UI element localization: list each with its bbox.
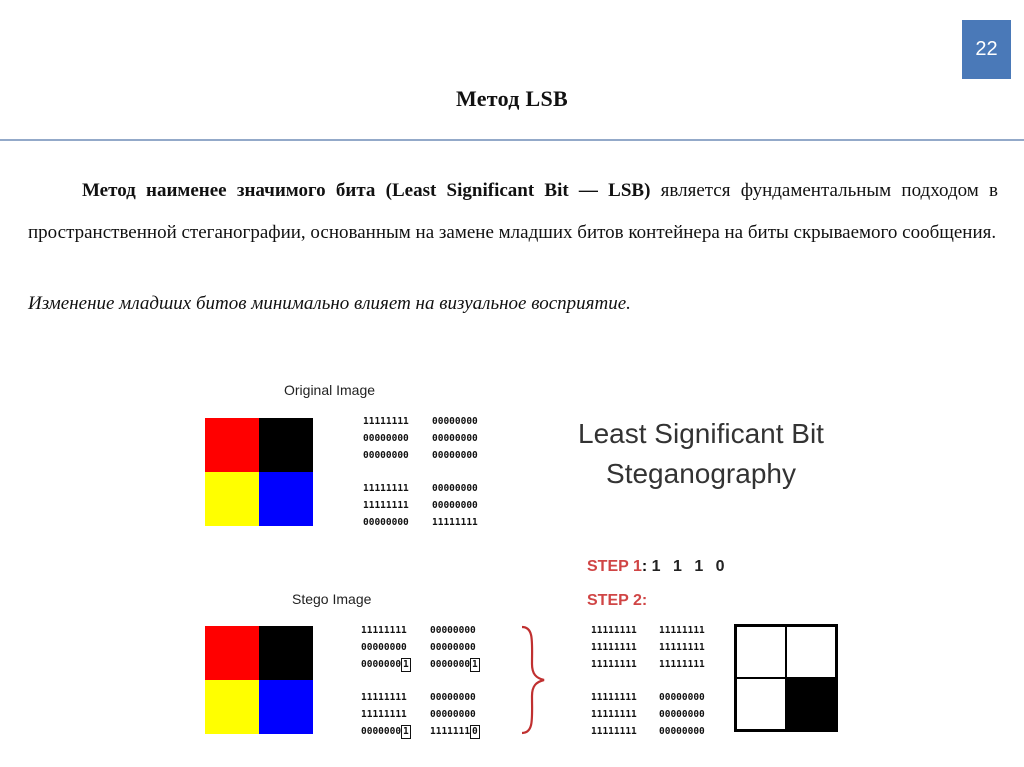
- bit-row: 00000000: [659, 692, 705, 703]
- result-black-pixel: [786, 678, 836, 730]
- bit-row: 00000000: [659, 709, 705, 720]
- bit-row: 00000000: [430, 625, 476, 636]
- bit-row: 11111111: [591, 642, 637, 653]
- changed-bit: 0: [472, 726, 478, 737]
- bit-row: 00000000: [659, 726, 705, 737]
- bit-row: 11111111: [591, 692, 637, 703]
- page-number: 22: [975, 38, 998, 60]
- stego-image-caption: Stego Image: [292, 591, 372, 607]
- bit-row: 11111111: [361, 625, 407, 636]
- original-yellow-pixel: [205, 472, 259, 526]
- bit-row: 00000000: [363, 450, 409, 461]
- stego-yellow-pixel: [205, 680, 259, 734]
- figure-heading-line1: Least Significant Bit: [578, 418, 824, 449]
- bit-row: 11111111: [363, 500, 409, 511]
- original-black-pixel: [259, 418, 313, 472]
- bit-row: 11111111: [363, 416, 409, 427]
- step2: [587, 592, 647, 610]
- bit-row: 11111111: [432, 517, 478, 528]
- bit-row: 11111111: [591, 726, 637, 737]
- body-paragraph: [28, 170, 998, 254]
- result-white-pixel: [736, 678, 786, 730]
- step1-label: STEP 1: [587, 558, 642, 575]
- bit-row: 00000000: [432, 416, 478, 427]
- page-number-badge: [962, 20, 1011, 79]
- original-image-grid: [205, 418, 313, 526]
- bit-row: 11111111: [363, 483, 409, 494]
- bit-row: 00000000: [432, 500, 478, 511]
- step2-bits-col2: [659, 622, 705, 740]
- slide-title: Метод LSB: [455, 86, 569, 111]
- bit-row: 00000000: [361, 642, 407, 653]
- bit-row: 00000000: [430, 709, 476, 720]
- original-blue-pixel: [259, 472, 313, 526]
- bit-row: 11111111: [361, 692, 407, 703]
- figure-heading: [551, 414, 851, 494]
- paragraph-bold-lead: Метод наименее значимого бита (Least Significant Bit — LSB): [82, 180, 651, 201]
- bit-row: 1111111: [430, 726, 471, 737]
- step1-value: 1 1 1 0: [651, 558, 729, 575]
- bit-row: 11111111: [659, 642, 705, 653]
- result-bw-grid: [734, 624, 838, 732]
- changed-bit: 1: [472, 659, 478, 670]
- original-red-pixel: [205, 418, 259, 472]
- bit-row: 11111111: [591, 709, 637, 720]
- stego-bits-col1: [361, 622, 411, 740]
- original-bits-col1: [363, 413, 409, 531]
- step1: STEP 1: 1 1 1 0: [587, 558, 729, 575]
- stego-red-pixel: [205, 626, 259, 680]
- bit-row: 0000000: [430, 659, 471, 670]
- bit-row: 00000000: [363, 517, 409, 528]
- paragraph-rest: является фундаментальным подходом в пространственной стеганографии, основанным на замене младших битов контейнера на биты скрываемого сообщения.: [28, 180, 998, 243]
- changed-bit: 1: [403, 726, 409, 737]
- bit-row: 0000000: [361, 726, 402, 737]
- note-italic: Изменение младших битов минимально влияет на визуальное восприятие.: [28, 293, 631, 314]
- changed-bit: 1: [403, 659, 409, 670]
- bit-row: 00000000: [432, 483, 478, 494]
- original-image-caption: Original Image: [284, 382, 376, 398]
- stego-image-grid: [205, 626, 313, 734]
- step2-label: STEP 2:: [587, 592, 648, 609]
- original-bits-col2: [432, 413, 478, 531]
- stego-blue-pixel: [259, 680, 313, 734]
- bit-row: 00000000: [432, 450, 478, 461]
- stego-black-pixel: [259, 626, 313, 680]
- bit-row: 00000000: [430, 642, 476, 653]
- bit-row: 11111111: [591, 625, 637, 636]
- figure-heading-line2: Steganography: [606, 458, 796, 489]
- step2-bits-col1: [591, 622, 637, 740]
- bit-row: 0000000: [361, 659, 402, 670]
- bit-row: 00000000: [363, 433, 409, 444]
- result-white-pixel: [786, 626, 836, 678]
- bit-row: 11111111: [591, 659, 637, 670]
- title-divider: [0, 139, 1024, 141]
- bit-row: 00000000: [430, 692, 476, 703]
- bit-row: 11111111: [361, 709, 407, 720]
- curly-brace-icon: [518, 624, 548, 736]
- result-white-pixel: [736, 626, 786, 678]
- stego-bits-col2: [430, 622, 480, 740]
- bit-row: 00000000: [432, 433, 478, 444]
- bit-row: 11111111: [659, 625, 705, 636]
- bit-row: 11111111: [659, 659, 705, 670]
